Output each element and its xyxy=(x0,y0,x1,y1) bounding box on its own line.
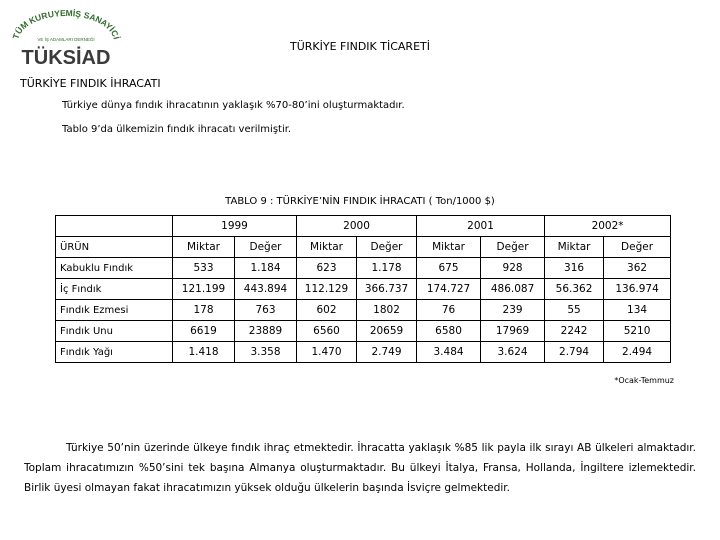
table-cell: 56.362 xyxy=(545,279,604,300)
logo-arc-text: TÜM KURUYEMİŞ SANAYİCİ xyxy=(10,8,122,41)
table-cell: 602 xyxy=(297,300,357,321)
table-sub-header-row xyxy=(56,237,671,258)
svg-text:TÜM KURUYEMİŞ SANAYİCİ xyxy=(10,8,121,40)
table-cell: 5210 xyxy=(604,321,671,342)
table-cell: 1.178 xyxy=(357,258,417,279)
table-cell: 675 xyxy=(417,258,481,279)
table-cell: 1.184 xyxy=(235,258,297,279)
table-row-product: Fındık Yağı xyxy=(56,342,173,363)
table-row xyxy=(56,300,671,321)
export-table xyxy=(55,215,671,363)
table-cell: 239 xyxy=(481,300,545,321)
table-sub-header: Miktar xyxy=(173,237,235,258)
table-cell: 2.494 xyxy=(604,342,671,363)
table-cell: 121.199 xyxy=(173,279,235,300)
table-cell: 23889 xyxy=(235,321,297,342)
table-cell: 3.624 xyxy=(481,342,545,363)
table-sub-header: Değer xyxy=(357,237,417,258)
table-row xyxy=(56,258,671,279)
table-body xyxy=(56,258,671,363)
table-cell: 366.737 xyxy=(357,279,417,300)
table-sub-header: Miktar xyxy=(545,237,604,258)
table-cell: 17969 xyxy=(481,321,545,342)
table-cell: 134 xyxy=(604,300,671,321)
table-cell: 1.418 xyxy=(173,342,235,363)
table-cell: 763 xyxy=(235,300,297,321)
table-cell: 533 xyxy=(173,258,235,279)
table-footnote: *Ocak-Temmuz xyxy=(614,376,674,385)
table-cell: 3.484 xyxy=(417,342,481,363)
table-cell: 6580 xyxy=(417,321,481,342)
table-cell: 6619 xyxy=(173,321,235,342)
table-cell: 136.974 xyxy=(604,279,671,300)
table-cell: 55 xyxy=(545,300,604,321)
logo-wordmark: TÜKSİAD xyxy=(21,47,111,68)
table-cell: 443.894 xyxy=(235,279,297,300)
table-cell: 1802 xyxy=(357,300,417,321)
table-cell: 486.087 xyxy=(481,279,545,300)
table-row-product: Fındık Unu xyxy=(56,321,173,342)
page-title: TÜRKİYE FINDIK TİCARETİ xyxy=(290,40,430,53)
table-row-product: Kabuklu Fındık xyxy=(56,258,173,279)
table-sub-header: Miktar xyxy=(417,237,481,258)
table-cell: 623 xyxy=(297,258,357,279)
intro-line: Türkiye dünya fındık ihracatının yaklaşık %70-80’ini oluşturmaktadır. xyxy=(62,100,405,111)
paragraph-text: Türkiye 50’nin üzerinde ülkeye fındık ihraç etmektedir. İhracatta yaklaşık %85 lik payla ilk sırayı AB ülkeleri almaktadır. Toplam ihracatımızın %50’sini tek başına Almanya oluşturmaktadır. Bu ülkeyi İtalya, Fransa, Hollanda, İngiltere izlemektedir. Birlik üyesi olmayan fakat ihracatımızın yüksek olduğu ülkelerin başında İsviçre gelmektedir. xyxy=(24,442,696,494)
table-cell: 362 xyxy=(604,258,671,279)
table-cell: 174.727 xyxy=(417,279,481,300)
intro-line: Tablo 9’da ülkemizin fındık ihracatı verilmiştir. xyxy=(62,124,292,135)
table-cell: 316 xyxy=(545,258,604,279)
table-row xyxy=(56,321,671,342)
table-cell: 20659 xyxy=(357,321,417,342)
table-product-header: ÜRÜN xyxy=(56,237,173,258)
table-year-header: 1999 xyxy=(173,216,297,237)
table-cell: 928 xyxy=(481,258,545,279)
table-cell: 1.470 xyxy=(297,342,357,363)
logo-sub-text: VE İŞ ADAMLARI DERNEĞİ xyxy=(37,37,95,42)
table-year-header: 2001 xyxy=(417,216,545,237)
body-paragraph xyxy=(24,438,696,498)
table-sub-header: Değer xyxy=(481,237,545,258)
table-sub-header: Değer xyxy=(235,237,297,258)
table-cell: 112.129 xyxy=(297,279,357,300)
table-row-product: İç Fındık xyxy=(56,279,173,300)
table-header-empty xyxy=(56,216,173,237)
table-sub-header: Miktar xyxy=(297,237,357,258)
section-title: TÜRKİYE FINDIK İHRACATI xyxy=(20,77,161,90)
table-cell: 178 xyxy=(173,300,235,321)
table-row xyxy=(56,342,671,363)
table-year-header: 2002* xyxy=(545,216,671,237)
table-cell: 2.749 xyxy=(357,342,417,363)
table-row xyxy=(56,279,671,300)
table-cell: 76 xyxy=(417,300,481,321)
table-row-product: Fındık Ezmesi xyxy=(56,300,173,321)
table-cell: 2.794 xyxy=(545,342,604,363)
table-cell: 3.358 xyxy=(235,342,297,363)
table-year-header-row xyxy=(56,216,671,237)
table-caption: TABLO 9 : TÜRKİYE’NİN FINDIK İHRACATI ( Ton/1000 $) xyxy=(225,196,495,207)
table-year-header: 2000 xyxy=(297,216,417,237)
table-cell: 2242 xyxy=(545,321,604,342)
tuksiad-logo xyxy=(8,8,123,68)
table-sub-header: Değer xyxy=(604,237,671,258)
table-cell: 6560 xyxy=(297,321,357,342)
